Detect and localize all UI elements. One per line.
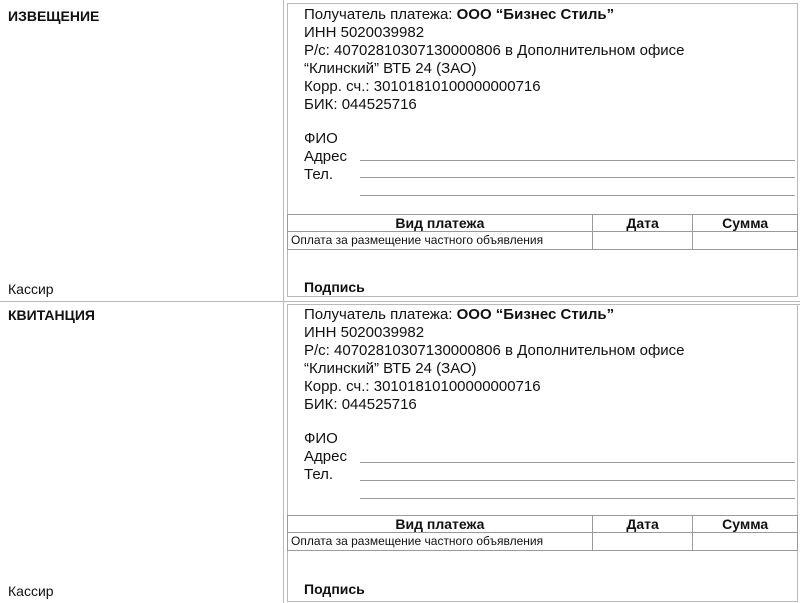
payment-type-header: Вид платежа — [288, 516, 593, 533]
amount-header: Сумма — [693, 215, 798, 232]
payment-table — [287, 515, 798, 551]
recipient-prefix: Получатель платежа: — [304, 306, 457, 323]
bik: БИК: 044525716 — [304, 396, 417, 413]
section-title: ИЗВЕЩЕНИЕ — [8, 8, 100, 24]
section-title: КВИТАНЦИЯ — [8, 307, 95, 323]
payment-type-cell: Оплата за размещение частного объявления — [288, 533, 593, 551]
recipient-details — [304, 306, 685, 414]
date-cell[interactable] — [592, 533, 693, 551]
recipient-name: ООО “Бизнес Стиль” — [456, 6, 615, 23]
account-line-2: “Клинский” ВТБ 24 (ЗАО) — [304, 60, 477, 77]
fio-label: ФИО — [304, 130, 338, 147]
payer-fields — [304, 130, 347, 184]
payment-type-header: Вид платежа — [288, 215, 593, 232]
inn: ИНН 5020039982 — [304, 24, 425, 41]
phone-label: Тел. — [304, 466, 334, 483]
payment-table — [287, 214, 798, 250]
extra-input-line[interactable] — [360, 195, 795, 196]
date-header: Дата — [592, 215, 693, 232]
address-label: Адрес — [304, 448, 347, 465]
address-label: Адрес — [304, 148, 347, 165]
corr-account: Корр. сч.: 30101810100000000716 — [304, 378, 541, 395]
amount-cell[interactable] — [693, 533, 798, 551]
amount-cell[interactable] — [693, 232, 798, 250]
corr-account: Корр. сч.: 30101810100000000716 — [304, 78, 541, 95]
cashier-label: Кассир — [8, 583, 54, 599]
address-input-line[interactable] — [360, 462, 795, 463]
amount-header: Сумма — [693, 516, 798, 533]
cashier-label: Кассир — [8, 281, 54, 297]
phone-label: Тел. — [304, 166, 334, 183]
recipient-details — [304, 6, 685, 114]
signature-label: Подпись — [304, 279, 365, 295]
recipient-prefix: Получатель платежа: — [304, 6, 457, 23]
signature-label: Подпись — [304, 581, 365, 597]
date-cell[interactable] — [592, 232, 693, 250]
receipt-section — [0, 301, 800, 603]
notice-section — [0, 0, 800, 301]
payer-fields — [304, 430, 347, 484]
extra-input-line[interactable] — [360, 498, 795, 499]
recipient-name: ООО “Бизнес Стиль” — [456, 306, 615, 323]
date-header: Дата — [592, 516, 693, 533]
recipient-line — [304, 6, 685, 24]
phone-input-line[interactable] — [360, 177, 795, 178]
bik: БИК: 044525716 — [304, 96, 417, 113]
inn: ИНН 5020039982 — [304, 324, 425, 341]
recipient-line — [304, 306, 685, 324]
phone-input-line[interactable] — [360, 480, 795, 481]
account-line-1: Р/с: 40702810307130000806 в Дополнительном офисе — [304, 42, 685, 59]
payment-type-cell: Оплата за размещение частного объявления — [288, 232, 593, 250]
fio-label: ФИО — [304, 430, 338, 447]
address-input-line[interactable] — [360, 160, 795, 161]
account-line-2: “Клинский” ВТБ 24 (ЗАО) — [304, 360, 477, 377]
account-line-1: Р/с: 40702810307130000806 в Дополнительном офисе — [304, 342, 685, 359]
